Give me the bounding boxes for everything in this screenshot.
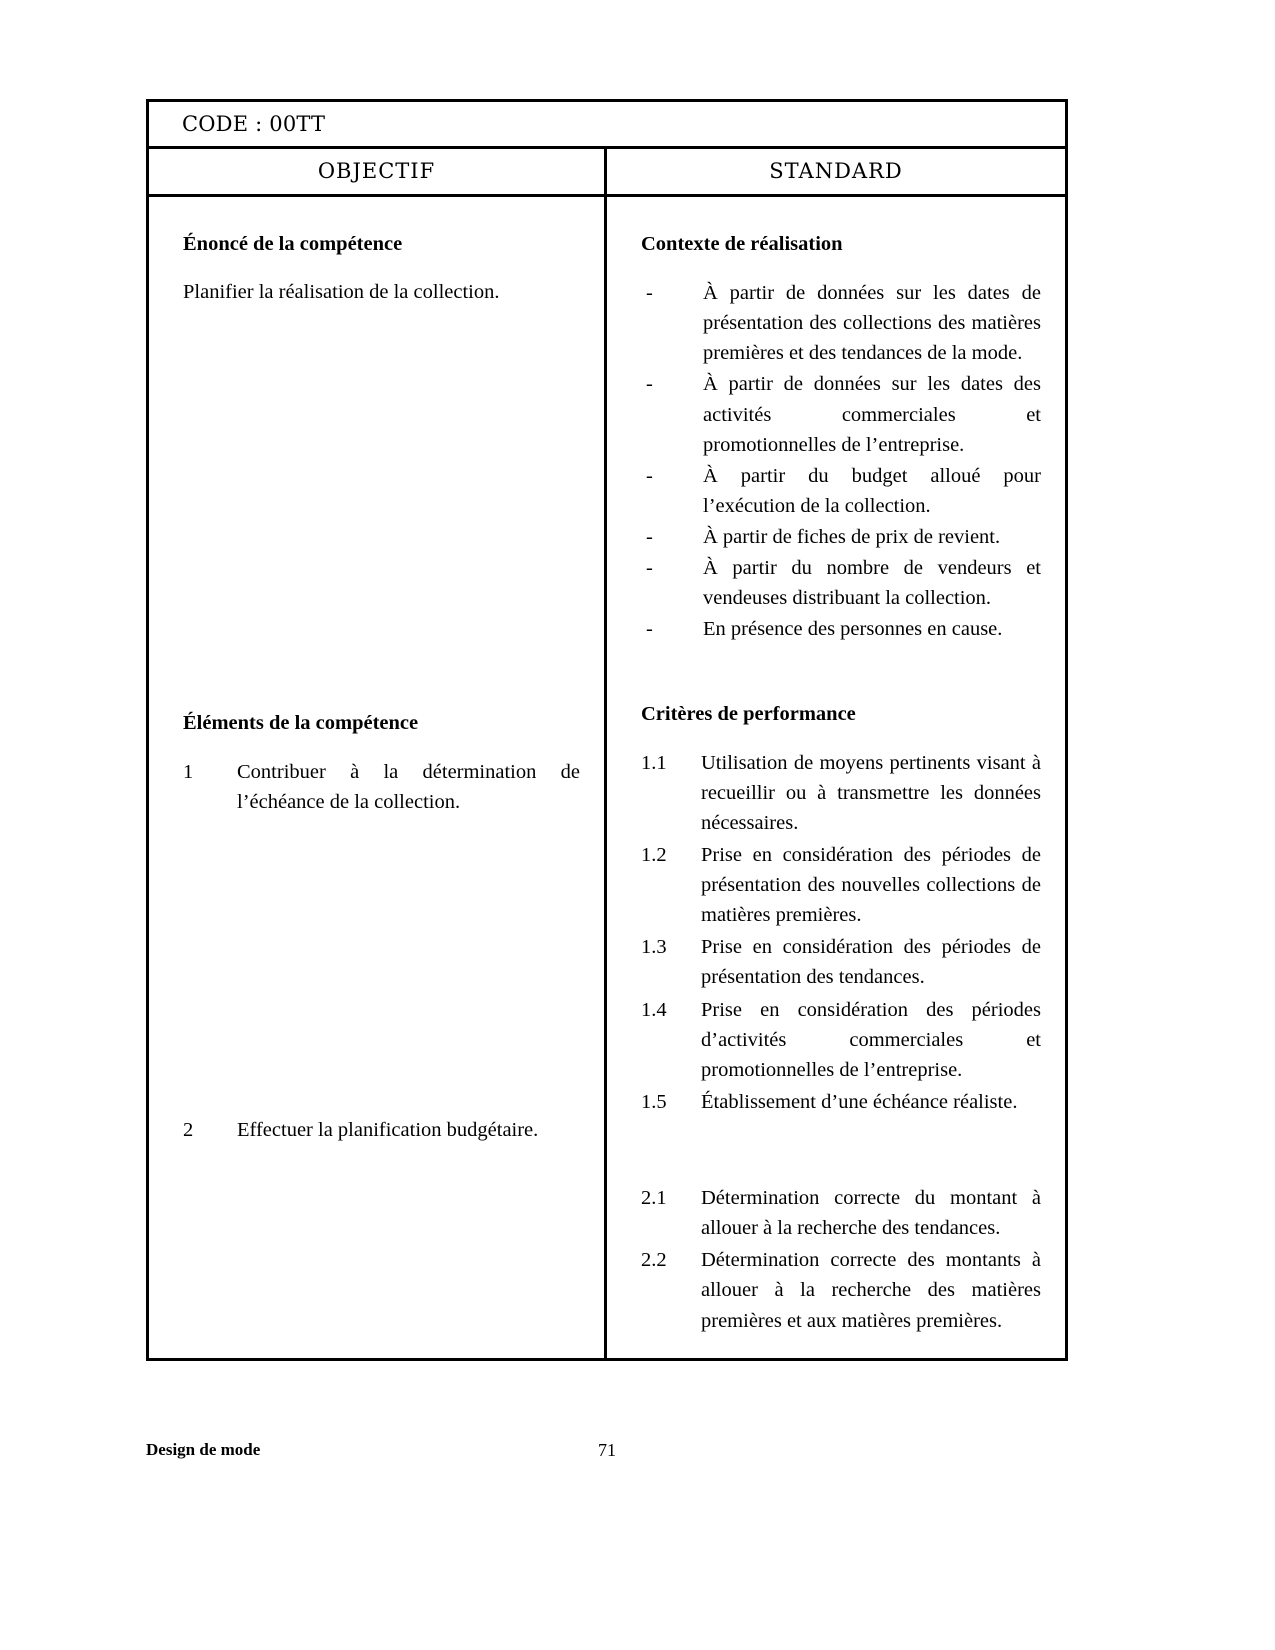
list-item — [641, 369, 1041, 459]
list-item — [641, 840, 1041, 930]
critere-text: Établissement d’une échéance réaliste. — [701, 1090, 1018, 1113]
list-item — [641, 461, 1041, 521]
list-item — [641, 1087, 1041, 1117]
contexte-item-text: À partir de données sur les dates de présentation des collections des matières premières et des tendances de la mode. — [703, 282, 1041, 365]
criteres-list-group-1 — [641, 748, 1041, 1118]
critere-text: Détermination correcte du montant à allouer à la recherche des tendances. — [701, 1187, 1041, 1240]
column-header-standard: STANDARD — [769, 159, 903, 183]
elements-list — [183, 757, 580, 817]
bullet-dash-icon: - — [646, 557, 653, 580]
list-item — [641, 278, 1041, 368]
objectif-spacer — [183, 308, 580, 712]
element-text: Contribuer à la détermination de l’échéance de la collection. — [237, 760, 580, 813]
list-item — [641, 932, 1041, 992]
bullet-dash-icon: - — [646, 282, 653, 304]
objectif-column — [149, 197, 607, 1358]
criteres-list-group-2 — [641, 1183, 1041, 1336]
list-item — [641, 522, 1041, 552]
elements-list-2 — [183, 1115, 580, 1145]
footer-document-name: Design de mode — [146, 1440, 261, 1459]
critere-text: Prise en considération des périodes de présentation des nouvelles collections de matières premières. — [701, 843, 1041, 927]
bullet-dash-icon: - — [646, 464, 653, 487]
contexte-title: Contexte de réalisation — [641, 233, 843, 255]
element-number: 1 — [183, 760, 194, 783]
list-item — [641, 1183, 1041, 1243]
column-header-objectif: OBJECTIF — [149, 149, 607, 194]
critere-number: 1.3 — [641, 936, 667, 959]
element-text: Effectuer la planification budgétaire. — [237, 1118, 539, 1141]
competency-table — [146, 99, 1068, 1361]
bullet-dash-icon: - — [646, 526, 653, 548]
bullet-dash-icon: - — [646, 618, 653, 641]
critere-text: Utilisation de moyens pertinents visant à recueillir ou à transmettre les données nécessaires. — [701, 751, 1041, 834]
critere-text: Prise en considération des périodes de présentation des tendances. — [701, 936, 1041, 989]
code-row — [149, 102, 1065, 149]
footer-page-number: 71 — [598, 1440, 616, 1460]
table-body-row — [149, 197, 1065, 1358]
enonce-text: Planifier la réalisation de la collection. — [183, 281, 500, 303]
critere-number: 2.2 — [641, 1249, 667, 1272]
element-number: 2 — [183, 1118, 194, 1141]
standard-spacer — [641, 646, 1041, 703]
enonce-title: Énoncé de la compétence — [183, 233, 403, 255]
contexte-list — [641, 278, 1041, 645]
contexte-item-text: À partir de fiches de prix de revient. — [703, 526, 1001, 548]
contexte-item-text: À partir du budget alloué pour l’exécution de la collection. — [703, 464, 1041, 517]
critere-number: 2.1 — [641, 1187, 667, 1209]
list-item — [641, 553, 1041, 613]
critere-number: 1.2 — [641, 843, 667, 866]
contexte-item-text: En présence des personnes en cause. — [703, 618, 1003, 641]
critere-text: Prise en considération des périodes d’activités commerciales et promotionnelles de l’entreprise. — [701, 998, 1041, 1081]
critere-text: Détermination correcte des montants à allouer à la recherche des matières premières et aux matières premières. — [701, 1249, 1041, 1332]
elements-title: Éléments de la compétence — [183, 711, 419, 734]
critere-number: 1.5 — [641, 1090, 667, 1113]
contexte-item-text: À partir du nombre de vendeurs et vendeuses distribuant la collection. — [703, 557, 1041, 610]
list-item — [641, 614, 1041, 644]
list-item — [183, 1115, 580, 1145]
list-item — [641, 995, 1041, 1085]
contexte-item-text: À partir de données sur les dates des activités commerciales et promotionnelles de l’entreprise. — [703, 373, 1041, 456]
criteres-title: Critères de performance — [641, 702, 856, 725]
critere-number: 1.4 — [641, 998, 667, 1021]
bullet-dash-icon: - — [646, 373, 653, 396]
table-header-row — [149, 149, 1065, 197]
list-item — [641, 748, 1041, 838]
list-item — [641, 1245, 1041, 1335]
elements-spacer — [183, 819, 580, 1115]
list-item — [183, 757, 580, 817]
critere-number: 1.1 — [641, 751, 667, 774]
code-label: CODE : 00TT — [182, 112, 326, 136]
standard-column — [607, 197, 1065, 1358]
criteres-group-gap — [641, 1119, 1041, 1183]
